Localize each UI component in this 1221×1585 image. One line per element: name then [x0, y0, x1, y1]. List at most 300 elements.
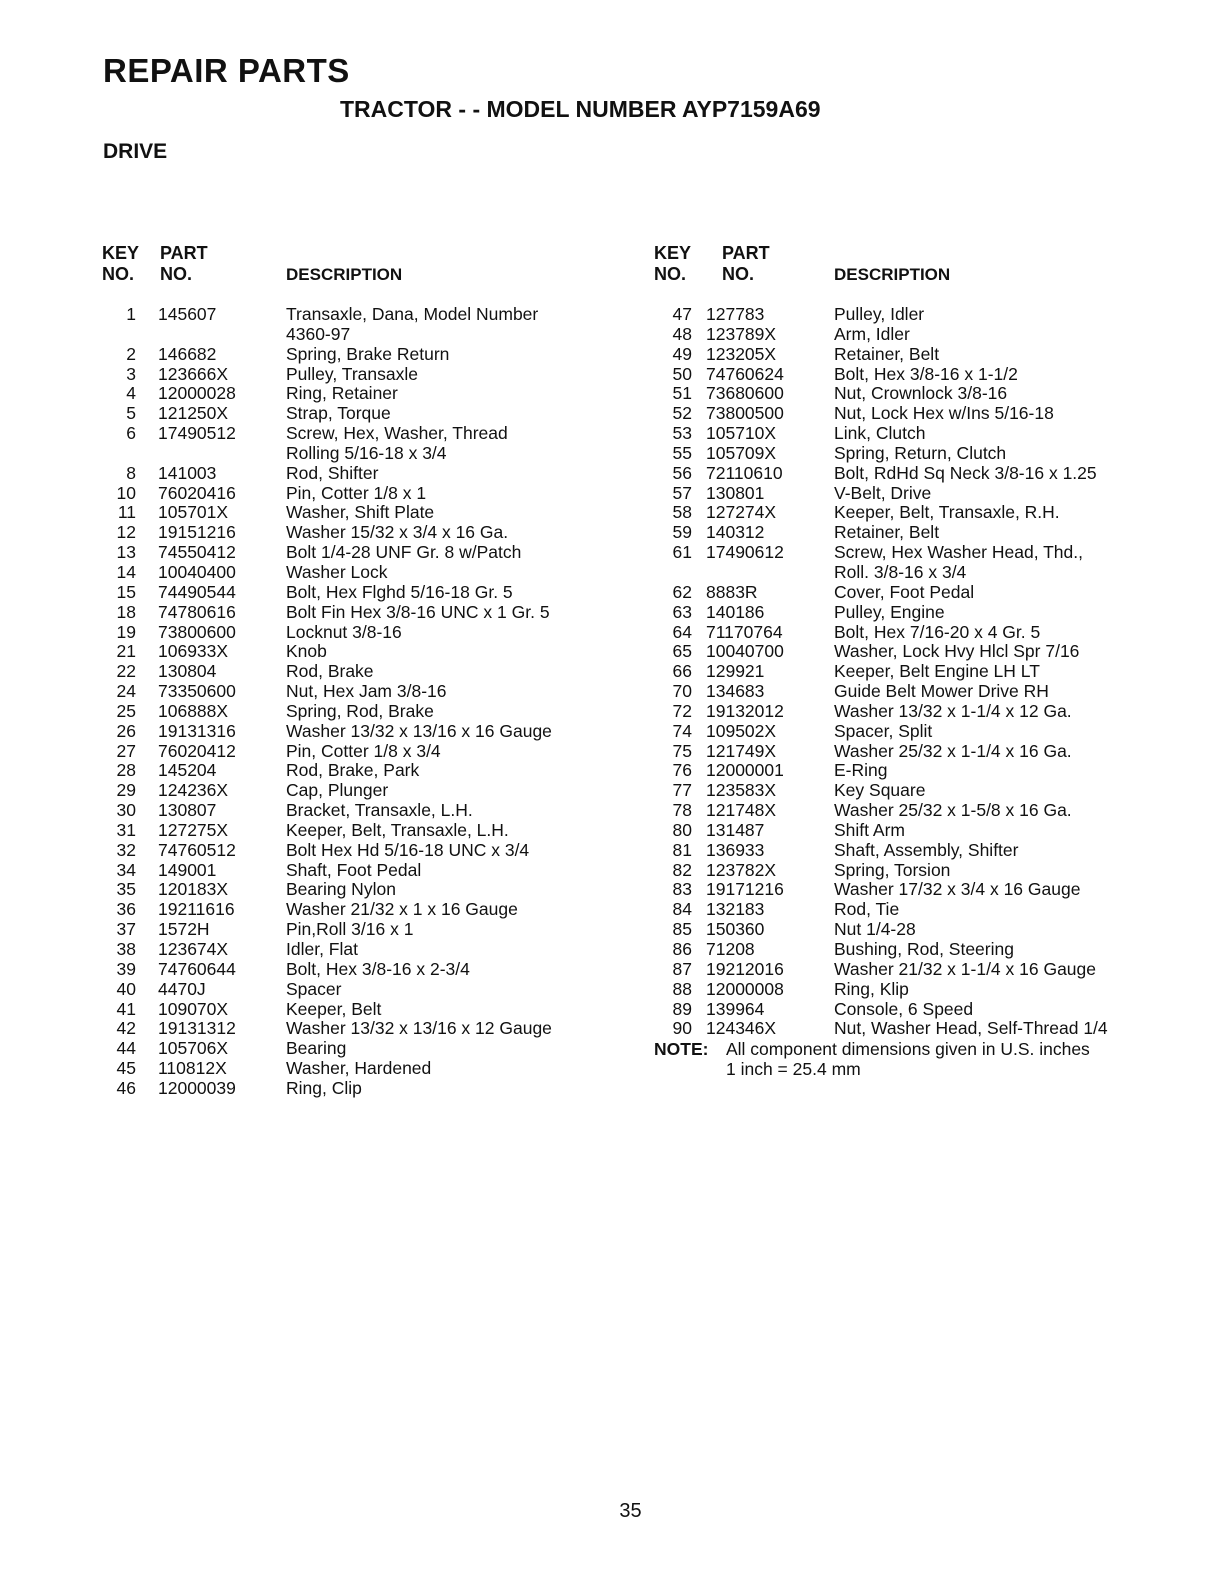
description-header: DESCRIPTION	[286, 265, 403, 284]
part-row	[650, 365, 1170, 385]
key-number: 37	[116, 919, 136, 940]
part-row	[100, 503, 620, 523]
part-row	[100, 841, 620, 861]
part-row	[100, 821, 620, 841]
part-row	[100, 682, 620, 702]
part-description: Key Square	[834, 780, 926, 801]
part-description: Bolt, Hex Flghd 5/16-18 Gr. 5	[286, 581, 513, 602]
part-row	[650, 484, 1170, 504]
key-number: 46	[116, 1077, 136, 1098]
part-row	[650, 682, 1170, 702]
part-description: Bolt, Hex 3/8-16 x 2-3/4	[286, 958, 470, 979]
part-number: 76020416	[158, 482, 236, 503]
part-number: 74760512	[158, 839, 236, 860]
part-number: 123674X	[158, 939, 229, 959]
part-number: 106933X	[158, 641, 229, 662]
part-description: Pulley, Engine	[834, 601, 945, 622]
part-description: Cover, Foot Pedal	[834, 581, 975, 602]
part-number: 129921	[706, 661, 765, 682]
parts-list-right	[650, 243, 1170, 1079]
part-number: 140186	[706, 601, 765, 622]
part-number: 127274X	[706, 502, 777, 523]
key-number: 63	[672, 601, 692, 622]
part-description: Bolt 1/4-28 UNF Gr. 8 w/Patch	[286, 542, 522, 563]
part-row	[100, 523, 620, 543]
part-number: 74780616	[158, 601, 236, 622]
key-number: 39	[116, 958, 136, 979]
key-number: 57	[672, 482, 692, 503]
key-number: 85	[672, 919, 692, 940]
part-row	[100, 801, 620, 821]
key-number: 83	[672, 879, 692, 900]
part-description: Shift Arm	[834, 819, 905, 840]
key-number: 75	[672, 740, 692, 761]
part-description: Spring, Brake Return	[286, 343, 450, 364]
key-number: 86	[672, 939, 692, 959]
part-number: 131487	[706, 819, 765, 840]
part-row	[100, 722, 620, 742]
part-number: 134683	[706, 681, 765, 702]
part-number: 73800600	[158, 621, 236, 642]
part-row	[100, 702, 620, 722]
part-row	[100, 1000, 620, 1020]
part-row	[650, 623, 1170, 643]
part-description: Bolt, Hex 3/8-16 x 1-1/2	[834, 363, 1018, 384]
part-header-line2: NO.	[160, 264, 193, 284]
key-number: 52	[672, 403, 692, 424]
part-row	[650, 424, 1170, 444]
key-number: 61	[672, 542, 692, 563]
key-number: 42	[116, 1018, 136, 1039]
key-number: 13	[116, 542, 136, 563]
key-number: 14	[116, 561, 136, 582]
part-number: 73350600	[158, 681, 236, 702]
part-description: Washer 13/32 x 13/16 x 12 Gauge	[286, 1018, 552, 1039]
part-row	[650, 940, 1170, 960]
part-row	[100, 384, 620, 404]
part-description: V-Belt, Drive	[834, 482, 932, 503]
part-number: 71208	[706, 939, 755, 959]
part-number: 145204	[158, 760, 217, 781]
key-number: 8	[126, 462, 136, 483]
dimensions-note	[650, 1039, 1170, 1079]
part-description: Nut 1/4-28	[834, 919, 916, 940]
part-description: Strap, Torque	[286, 403, 391, 424]
part-row	[650, 900, 1170, 920]
part-row	[650, 702, 1170, 722]
part-description: Spring, Rod, Brake	[286, 700, 434, 721]
part-description: E-Ring	[834, 760, 888, 781]
part-description: Nut, Lock Hex w/Ins 5/16-18	[834, 403, 1054, 424]
part-description: Screw, Hex Washer Head, Thd., Roll. 3/8-16 x 3/4	[834, 542, 1083, 582]
part-number: 74550412	[158, 542, 236, 563]
part-description: Ring, Retainer	[286, 383, 398, 404]
part-row	[100, 345, 620, 365]
part-row	[650, 1019, 1170, 1039]
part-description: Spacer	[286, 978, 342, 999]
part-description: Rod, Tie	[834, 899, 900, 920]
part-number: 73680600	[706, 383, 784, 404]
part-number: 124236X	[158, 780, 229, 801]
part-description: Retainer, Belt	[834, 343, 940, 364]
key-number: 28	[116, 760, 136, 781]
parts-list-left	[100, 243, 620, 1099]
part-description: Washer, Lock Hvy Hlcl Spr 7/16	[834, 641, 1080, 662]
model-subtitle: TRACTOR - - MODEL NUMBER AYP7159A69	[340, 96, 821, 122]
part-description: Keeper, Belt, Transaxle, R.H.	[834, 502, 1060, 523]
part-row	[650, 781, 1170, 801]
part-description: Washer 25/32 x 1-1/4 x 16 Ga.	[834, 740, 1072, 761]
part-row	[100, 424, 620, 464]
key-number: 1	[126, 304, 136, 324]
part-description: Arm, Idler	[834, 323, 910, 344]
key-number: 47	[672, 304, 692, 324]
part-row	[650, 404, 1170, 424]
key-number: 88	[672, 978, 692, 999]
note-line-2: 1 inch = 25.4 mm	[726, 1059, 861, 1080]
part-description: Spring, Torsion	[834, 859, 951, 880]
part-row	[650, 722, 1170, 742]
part-number: 76020412	[158, 740, 236, 761]
part-number: 71170764	[706, 621, 783, 642]
key-number: 12	[116, 522, 136, 543]
part-number: 17490612	[706, 542, 784, 563]
key-number: 34	[116, 859, 136, 880]
part-row	[650, 583, 1170, 603]
part-row	[100, 1059, 620, 1079]
part-description: Keeper, Belt, Transaxle, L.H.	[286, 819, 509, 840]
part-description: Washer 17/32 x 3/4 x 16 Gauge	[834, 879, 1081, 900]
key-number: 41	[116, 998, 136, 1019]
part-row	[100, 1079, 620, 1099]
part-row	[100, 484, 620, 504]
part-row	[650, 801, 1170, 821]
part-description: Washer 25/32 x 1-5/8 x 16 Ga.	[834, 800, 1072, 821]
part-description: Shaft, Foot Pedal	[286, 859, 422, 880]
key-number: 51	[672, 383, 692, 404]
key-number: 36	[116, 899, 136, 920]
key-number: 59	[672, 522, 692, 543]
part-number: 149001	[158, 859, 217, 880]
part-row	[100, 940, 620, 960]
part-number: 10040400	[158, 561, 236, 582]
part-number: 1572H	[158, 919, 210, 940]
part-row	[100, 563, 620, 583]
key-number: 19	[116, 621, 136, 642]
key-number: 27	[116, 740, 136, 761]
part-row	[650, 662, 1170, 682]
part-description: Pin, Cotter 1/8 x 3/4	[286, 740, 441, 761]
part-description: Locknut 3/8-16	[286, 621, 402, 642]
part-number: 10040700	[706, 641, 784, 662]
key-number: 70	[672, 681, 692, 702]
part-number: 4470J	[158, 978, 206, 999]
part-row	[100, 623, 620, 643]
part-description: Bolt Fin Hex 3/8-16 UNC x 1 Gr. 5	[286, 601, 550, 622]
key-header-line2: NO.	[102, 264, 135, 284]
part-description: Shaft, Assembly, Shifter	[834, 839, 1019, 860]
key-number: 58	[672, 502, 692, 523]
column-headers	[100, 243, 620, 305]
part-number: 8883R	[706, 581, 758, 602]
part-row	[100, 464, 620, 484]
part-row	[650, 980, 1170, 1000]
page-title: REPAIR PARTS	[103, 52, 350, 89]
part-description: Knob	[286, 641, 327, 662]
part-number: 120183X	[158, 879, 229, 900]
part-row	[650, 603, 1170, 623]
part-description: Idler, Flat	[286, 939, 358, 959]
part-row	[100, 543, 620, 563]
part-description: Bearing Nylon	[286, 879, 396, 900]
parts-rows-left	[100, 305, 620, 1099]
key-number: 72	[672, 700, 692, 721]
part-row	[100, 365, 620, 385]
key-number: 10	[116, 482, 136, 503]
key-number: 6	[126, 423, 136, 444]
part-number: 17490512	[158, 423, 236, 444]
part-description: Spacer, Split	[834, 720, 933, 741]
part-row	[650, 1000, 1170, 1020]
part-row	[650, 880, 1170, 900]
part-row	[650, 503, 1170, 523]
part-number: 12000028	[158, 383, 236, 404]
part-description: Bolt, RdHd Sq Neck 3/8-16 x 1.25	[834, 462, 1097, 483]
parts-rows-right	[650, 305, 1170, 1039]
part-number: 74490544	[158, 581, 236, 602]
part-description: Nut, Hex Jam 3/8-16	[286, 681, 447, 702]
part-description: Keeper, Belt Engine LH LT	[834, 661, 1040, 682]
part-number: 19212016	[706, 958, 784, 979]
part-number: 150360	[706, 919, 765, 940]
part-number: 146682	[158, 343, 217, 364]
part-row	[650, 345, 1170, 365]
key-number: 84	[672, 899, 692, 920]
part-number: 130804	[158, 661, 217, 682]
part-number: 19131312	[158, 1018, 236, 1039]
part-row	[100, 900, 620, 920]
part-row	[650, 841, 1170, 861]
part-number: 12000039	[158, 1077, 236, 1098]
key-number: 2	[126, 343, 136, 364]
part-description: Washer 13/32 x 13/16 x 16 Gauge	[286, 720, 552, 741]
part-description: Nut, Crownlock 3/8-16	[834, 383, 1008, 404]
part-number: 141003	[158, 462, 217, 483]
page-number: 35	[619, 1500, 642, 1522]
part-description: Retainer, Belt	[834, 522, 940, 543]
key-number: 11	[117, 502, 136, 523]
key-number: 44	[116, 1038, 136, 1059]
part-row	[100, 960, 620, 980]
key-number: 38	[116, 939, 136, 959]
part-row	[650, 325, 1170, 345]
part-row	[100, 742, 620, 762]
part-number: 105710X	[706, 423, 777, 444]
key-number: 89	[672, 998, 692, 1019]
part-number: 132183	[706, 899, 765, 920]
part-number: 110812X	[158, 1058, 227, 1079]
part-description: Washer, Hardened	[286, 1058, 432, 1079]
part-header-line2: NO.	[722, 264, 755, 284]
section-heading: DRIVE	[103, 140, 168, 163]
part-row	[650, 861, 1170, 881]
part-description: Screw, Hex, Washer, Thread Rolling 5/16-18 x 3/4	[286, 423, 508, 463]
part-number: 130807	[158, 800, 217, 821]
key-number: 29	[116, 780, 136, 801]
part-row	[100, 603, 620, 623]
key-number: 25	[116, 700, 136, 721]
part-description: Bolt, Hex 7/16-20 x 4 Gr. 5	[834, 621, 1041, 642]
part-description: Nut, Washer Head, Self-Thread 1/4	[834, 1018, 1108, 1039]
part-number: 109070X	[158, 998, 229, 1019]
part-description: Washer 13/32 x 1-1/4 x 12 Ga.	[834, 700, 1072, 721]
key-number: 35	[116, 879, 136, 900]
part-row	[650, 821, 1170, 841]
column-headers	[650, 243, 1170, 305]
key-header-line2: NO.	[654, 264, 687, 284]
part-number: 140312	[706, 522, 765, 543]
part-row	[650, 543, 1170, 583]
part-row	[100, 861, 620, 881]
key-number: 53	[672, 423, 692, 444]
part-number: 73800500	[706, 403, 784, 424]
part-row	[100, 980, 620, 1000]
key-number: 45	[116, 1058, 136, 1079]
part-description: Rod, Brake, Park	[286, 760, 420, 781]
part-number: 105706X	[158, 1038, 229, 1059]
key-number: 22	[116, 661, 136, 682]
note-body	[726, 1039, 1170, 1079]
key-number: 87	[672, 958, 692, 979]
part-number: 121748X	[706, 800, 777, 821]
part-row	[100, 781, 620, 801]
part-number: 12000008	[706, 978, 784, 999]
part-number: 19211616	[158, 899, 235, 920]
key-number: 24	[116, 681, 136, 702]
part-row	[650, 920, 1170, 940]
key-header-line1: KEY	[102, 243, 140, 263]
part-description: Washer, Shift Plate	[286, 502, 435, 523]
part-number: 19171216	[706, 879, 784, 900]
part-row	[100, 642, 620, 662]
part-number: 12000001	[706, 760, 784, 781]
part-description: Bushing, Rod, Steering	[834, 939, 1014, 959]
part-row	[100, 880, 620, 900]
part-number: 127275X	[158, 819, 229, 840]
key-number: 48	[672, 323, 692, 344]
part-number: 123583X	[706, 780, 777, 801]
part-number: 105701X	[158, 502, 229, 523]
part-row	[650, 305, 1170, 325]
part-description: Cap, Plunger	[286, 780, 389, 801]
key-number: 78	[672, 800, 692, 821]
part-row	[650, 464, 1170, 484]
part-description: Washer 21/32 x 1 x 16 Gauge	[286, 899, 518, 920]
part-number: 123666X	[158, 363, 229, 384]
key-number: 31	[116, 819, 136, 840]
part-number: 19131316	[158, 720, 236, 741]
part-number: 130801	[706, 482, 765, 503]
part-description: Washer Lock	[286, 561, 388, 582]
part-row	[650, 742, 1170, 762]
key-number: 56	[672, 462, 692, 483]
part-description: Bolt Hex Hd 5/16-18 UNC x 3/4	[286, 839, 530, 860]
part-number: 121749X	[706, 740, 777, 761]
part-number: 74760624	[706, 363, 784, 384]
part-row	[100, 662, 620, 682]
key-number: 5	[126, 403, 136, 424]
part-row	[650, 642, 1170, 662]
key-number: 76	[672, 760, 692, 781]
part-description: Transaxle, Dana, Model Number 4360-97	[286, 304, 539, 344]
part-row	[100, 920, 620, 940]
note-label: NOTE:	[654, 1039, 709, 1060]
part-row	[100, 305, 620, 345]
part-description: Ring, Klip	[834, 978, 909, 999]
part-description: Ring, Clip	[286, 1077, 362, 1098]
part-number: 123782X	[706, 859, 777, 880]
part-number: 105709X	[706, 442, 777, 463]
part-row	[650, 384, 1170, 404]
part-description: Pin,Roll 3/16 x 1	[286, 919, 414, 940]
note-line-1: All component dimensions given in U.S. inches	[726, 1039, 1090, 1060]
part-row	[100, 761, 620, 781]
part-description: Pin, Cotter 1/8 x 1	[286, 482, 427, 503]
key-header-line1: KEY	[654, 243, 692, 263]
key-number: 65	[672, 641, 692, 662]
part-row	[100, 583, 620, 603]
part-number: 106888X	[158, 700, 229, 721]
part-number: 123205X	[706, 343, 777, 364]
key-number: 50	[672, 363, 692, 384]
part-row	[650, 444, 1170, 464]
key-number: 26	[116, 720, 136, 741]
key-number: 18	[116, 601, 136, 622]
part-number: 19132012	[706, 700, 784, 721]
part-row	[650, 761, 1170, 781]
key-number: 66	[672, 661, 692, 682]
key-number: 74	[672, 720, 692, 741]
key-number: 62	[672, 581, 692, 602]
part-description: Washer 15/32 x 3/4 x 16 Ga.	[286, 522, 509, 543]
part-description: Guide Belt Mower Drive RH	[834, 681, 1049, 702]
part-number: 121250X	[158, 403, 229, 424]
key-number: 90	[672, 1018, 692, 1039]
part-number: 136933	[706, 839, 765, 860]
part-number: 72110610	[706, 462, 783, 483]
key-number: 30	[116, 800, 136, 821]
key-number: 15	[116, 581, 136, 602]
part-header-line1: PART	[160, 243, 208, 263]
key-number: 40	[116, 978, 136, 999]
part-number: 127783	[706, 304, 765, 324]
part-number: 124346X	[706, 1018, 777, 1039]
part-description: Rod, Shifter	[286, 462, 379, 483]
part-header-line1: PART	[722, 243, 770, 263]
part-description: Link, Clutch	[834, 423, 926, 444]
part-number: 109502X	[706, 720, 777, 741]
part-row	[100, 1039, 620, 1059]
key-number: 77	[672, 780, 692, 801]
part-description: Keeper, Belt	[286, 998, 382, 1019]
part-description: Bracket, Transaxle, L.H.	[286, 800, 473, 821]
part-description: Console, 6 Speed	[834, 998, 974, 1019]
key-number: 80	[672, 819, 692, 840]
key-number: 81	[672, 839, 692, 860]
key-number: 82	[672, 859, 692, 880]
description-header: DESCRIPTION	[834, 265, 951, 284]
part-row	[100, 1019, 620, 1039]
